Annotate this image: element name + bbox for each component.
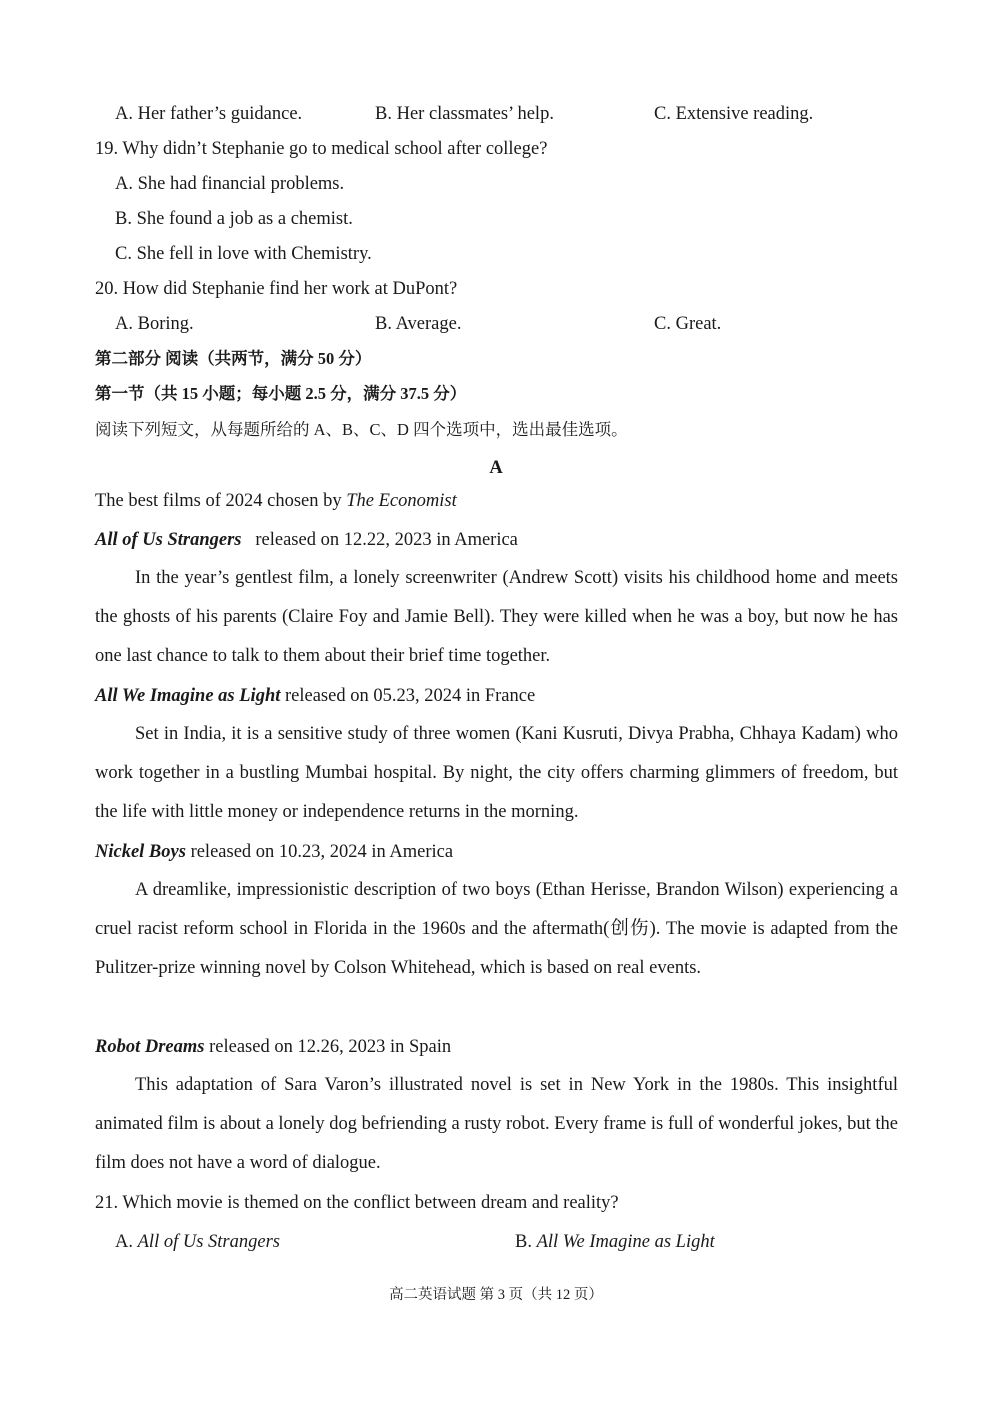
film-title: Robot Dreams	[95, 1037, 205, 1057]
q21-option-a	[115, 1230, 280, 1254]
q20-option-a: A. Boring.	[115, 314, 194, 334]
film-heading	[95, 840, 453, 864]
passage-label: A	[489, 458, 503, 478]
film-release: released on 10.23, 2024 in America	[190, 842, 454, 862]
film-release: released on 05.23, 2024 in France	[285, 686, 536, 706]
film-heading	[95, 684, 535, 708]
q18-option-b: B. Her classmates’ help.	[375, 104, 554, 124]
q18-option-c: C. Extensive reading.	[654, 104, 814, 124]
q20-option-c: C. Great.	[654, 314, 722, 334]
option-letter: A.	[115, 1232, 138, 1252]
film-release: released on 12.26, 2023 in Spain	[209, 1037, 452, 1057]
film-description	[95, 1066, 898, 1183]
film-release: released on 12.22, 2023 in America	[255, 530, 518, 550]
film-description-text: A dreamlike, impressionistic description of two boys (Ethan Herisse, Brandon Wilson) experiencing a cruel racist reform school in Florida in the 1960s and the aftermath(创伤). The movie is adapted from the Pulitzer-prize winning novel by Colson Whitehead, which is based on real events.	[95, 880, 898, 978]
q19-option-c: C. She fell in love with Chemistry.	[115, 244, 372, 264]
q19-option-b: B. She found a job as a chemist.	[115, 209, 353, 229]
film-description-text: Set in India, it is a sensitive study of three women (Kani Kusruti, Divya Prabha, Chhaya Kadam) who work together in a bustling Mumbai hospital. By night, the city offers charming glimmers of freedom, but the life with little money or independence returns in the morning.	[95, 724, 898, 822]
passage-intro-prefix: The best films of 2024 chosen by	[95, 491, 347, 511]
q20-stem: 20. How did Stephanie find her work at DuPont?	[95, 279, 458, 299]
film-description	[95, 715, 898, 832]
option-text: All We Imagine as Light	[536, 1232, 715, 1252]
section-title: 第一节（共 15 小题；每小题 2.5 分，满分 37.5 分）	[95, 384, 467, 403]
option-text: All of Us Strangers	[137, 1232, 280, 1252]
film-title: All of Us Strangers	[95, 530, 242, 550]
film-heading	[95, 1035, 451, 1059]
film-description	[95, 871, 898, 988]
passage-intro	[95, 489, 457, 513]
q21-stem: 21. Which movie is themed on the conflict between dream and reality?	[95, 1193, 619, 1213]
film-description-text: In the year’s gentlest film, a lonely screenwriter (Andrew Scott) visits his childhood home and meets the ghosts of his parents (Claire Foy and Jamie Bell). They were killed when he was a boy, but now he has one last chance to talk to them about their brief time together.	[95, 568, 898, 666]
q19-stem: 19. Why didn’t Stephanie go to medical school after college?	[95, 139, 548, 159]
option-letter: B.	[515, 1232, 537, 1252]
part-title: 第二部分 阅读（共两节，满分 50 分）	[95, 349, 372, 368]
film-title: Nickel Boys	[95, 842, 186, 862]
film-title: All We Imagine as Light	[95, 686, 281, 706]
q21-option-b	[515, 1230, 715, 1254]
film-heading	[95, 528, 518, 552]
film-description	[95, 559, 898, 676]
film-description-text: This adaptation of Sara Varon’s illustrated novel is set in New York in the 1980s. This insightful animated film is about a lonely dog befriending a rusty robot. Every frame is full of wonderful jokes, but the film does not have a word of dialogue.	[95, 1075, 899, 1173]
page-footer: 高二英语试题 第 3 页（共 12 页）	[389, 1287, 603, 1303]
passage-intro-source: The Economist	[346, 491, 457, 511]
q18-option-a: A. Her father’s guidance.	[115, 104, 303, 124]
instructions: 阅读下列短文，从每题所给的 A、B、C、D 四个选项中，选出最佳选项。	[95, 420, 628, 439]
q20-option-b: B. Average.	[375, 314, 462, 334]
q19-option-a: A. She had financial problems.	[115, 174, 345, 194]
